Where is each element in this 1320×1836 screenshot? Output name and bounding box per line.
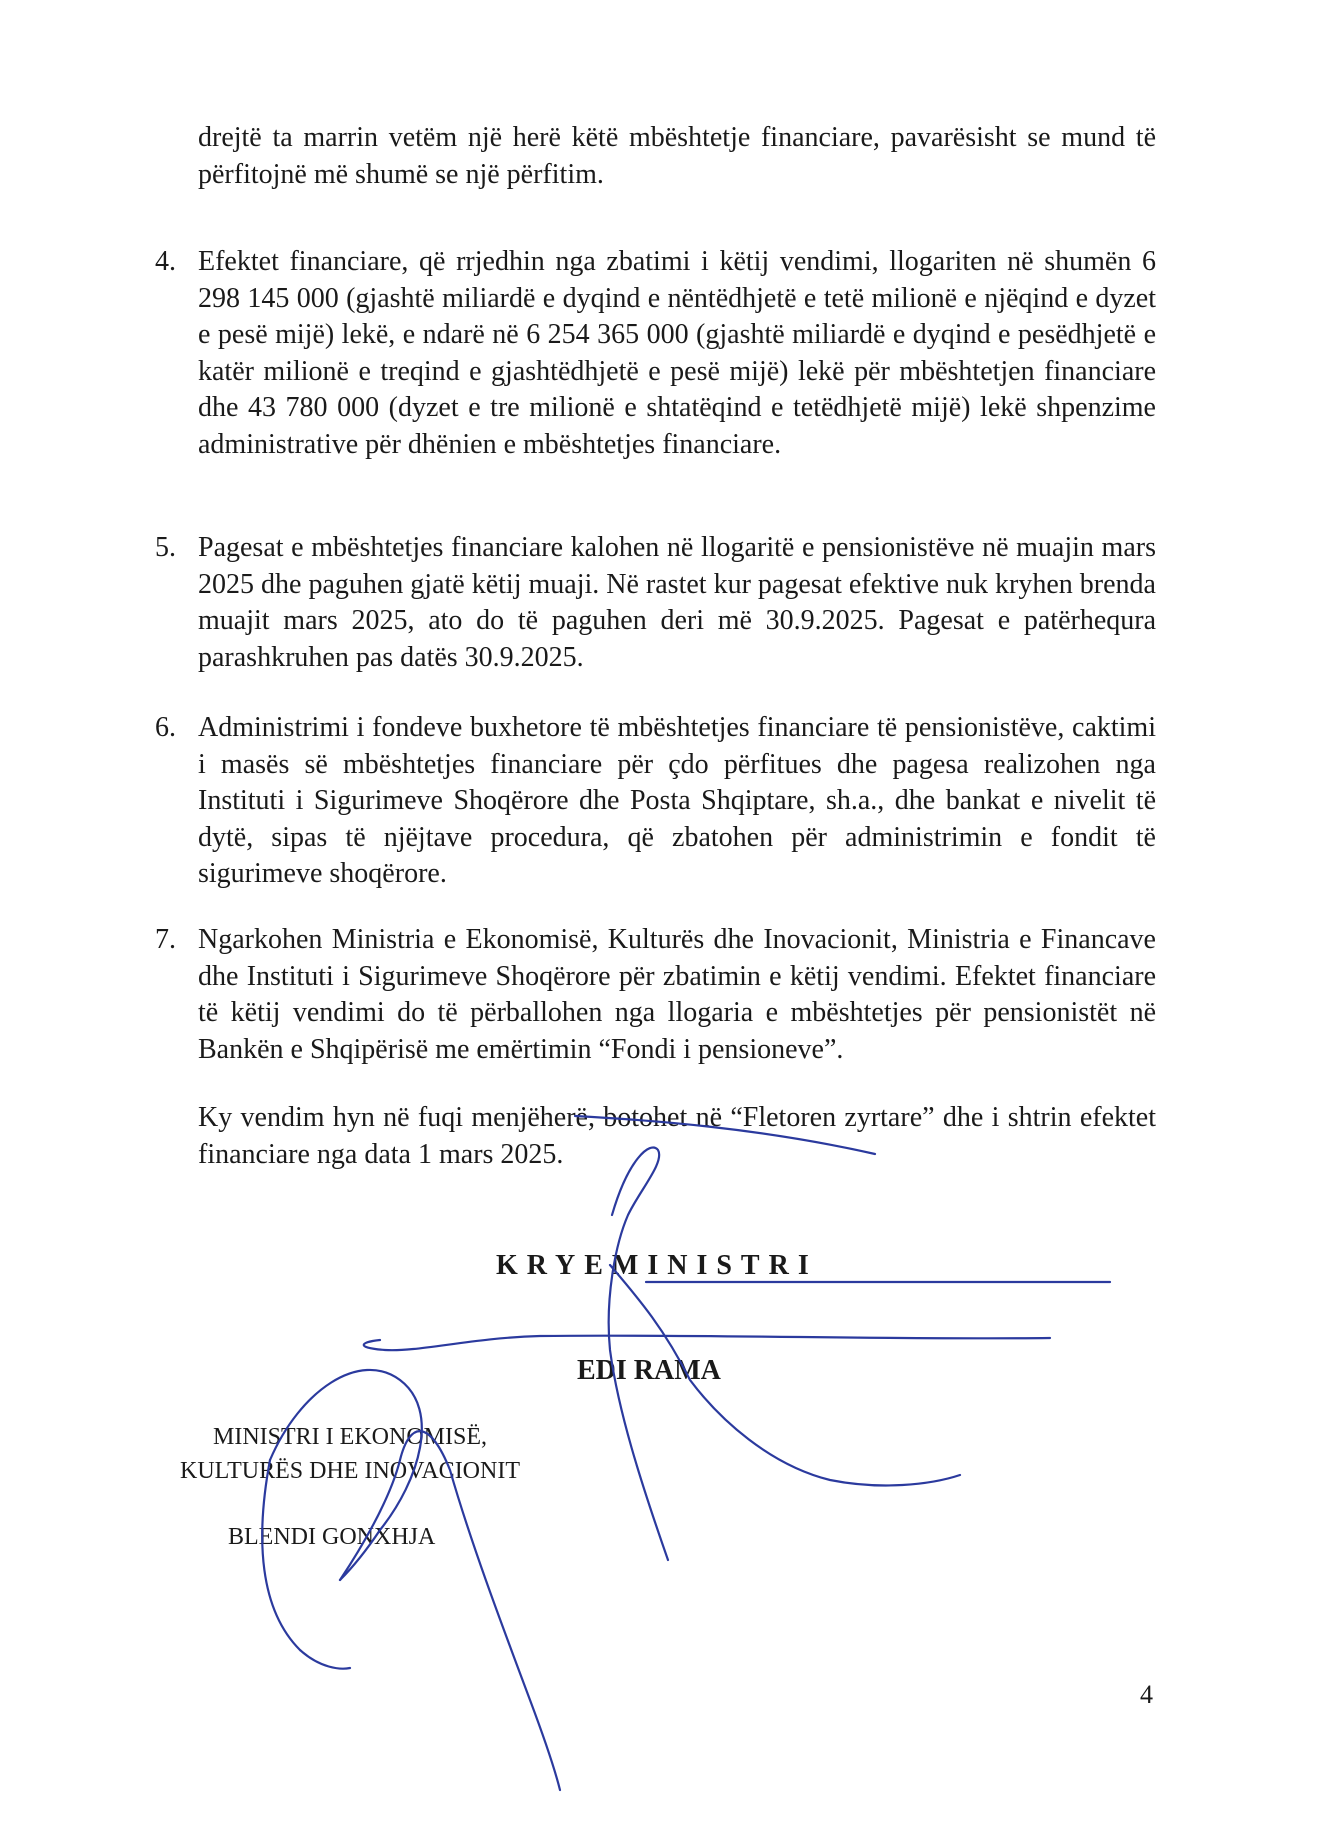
minister-title-line1: MINISTRI I EKONOMISË, — [213, 1424, 487, 1450]
signature-stroke-pm-1 — [609, 1148, 668, 1560]
intro-paragraph: drejtë ta marrin vetëm një herë këtë mbështetje financiare, pavarësisht se mund të përfitojnë më shumë se një përfitim. — [198, 122, 1156, 190]
minister-block — [150, 1420, 550, 1488]
prime-minister-title: KRYEMINISTRI — [496, 1250, 818, 1281]
prime-minister-name: EDI RAMA — [577, 1355, 721, 1386]
signature-stroke-pm-4 — [364, 1336, 1050, 1351]
item-number-4: 4. — [155, 246, 176, 277]
minister-title-line2: KULTURËS DHE INOVACIONIT — [180, 1458, 520, 1484]
minister-name: BLENDI GONXHJA — [228, 1524, 436, 1550]
item-text-4: Efektet financiare, që rrjedhin nga zbatimi i këtij vendimi, llogariten në shumën 6 298 145 000 (gjashtë miliardë e dyqind e nëntëdhjetë e tetë milionë e njëqind e dyzet e pesë mijë) lekë, e ndarë në 6 254 365 000 (gjashtë miliardë e dyqind e pesëdhjetë e katër milionë e treqind e gjashtëdhjetë e pesë mijë) lekë për mbështetjen financiare dhe 43 780 000 (dyzet e tre milionë e shtatëqind e tetëdhjetë mijë) lekë shpenzime administrative për dhënien e mbështetjes financiare. — [198, 246, 1156, 460]
closing-paragraph: Ky vendim hyn në fuqi menjëherë, botohet në “Fletoren zyrtare” dhe i shtrin efektet financiare nga data 1 mars 2025. — [198, 1102, 1156, 1170]
item-number-6: 6. — [155, 712, 176, 743]
item-number-5: 5. — [155, 532, 176, 563]
item-text-5: Pagesat e mbështetjes financiare kalohen në llogaritë e pensionistëve në muajin mars 2025 dhe paguhen gjatë këtij muaji. Në rastet kur pagesat efektive nuk kryhen brenda muajit mars 2025, ato do të paguhen deri më 30.9.2025. Pagesat e patërhequra parashkruhen pas datës 30.9.2025. — [198, 532, 1156, 673]
item-text-6: Administrimi i fondeve buxhetore të mbështetjes financiare të pensionistëve, caktimi i masës së mbështetjes financiare për çdo përfitues dhe pagesa realizohen nga Instituti i Sigurimeve Shoqërore dhe Posta Shqiptare, sh.a., dhe bankat e nivelit të dytë, sipas të njëjtave procedura, që zbatohen për administrimin e fondit të sigurimeve shoqërore. — [198, 712, 1156, 889]
item-text-7: Ngarkohen Ministria e Ekonomisë, Kulturës dhe Inovacionit, Ministria e Financave dhe Instituti i Sigurimeve Shoqërore për zbatimin e këtij vendimi. Efektet financiare të këtij vendimi do të përballohen nga llogaria e mbështetjes për pensionistët në Bankën e Shqipërisë me emërtimin “Fondi i pensioneve”. — [198, 924, 1156, 1065]
signature-stroke-min-3 — [262, 1460, 350, 1669]
item-number-7: 7. — [155, 924, 176, 955]
page-number: 4 — [1140, 1680, 1153, 1709]
